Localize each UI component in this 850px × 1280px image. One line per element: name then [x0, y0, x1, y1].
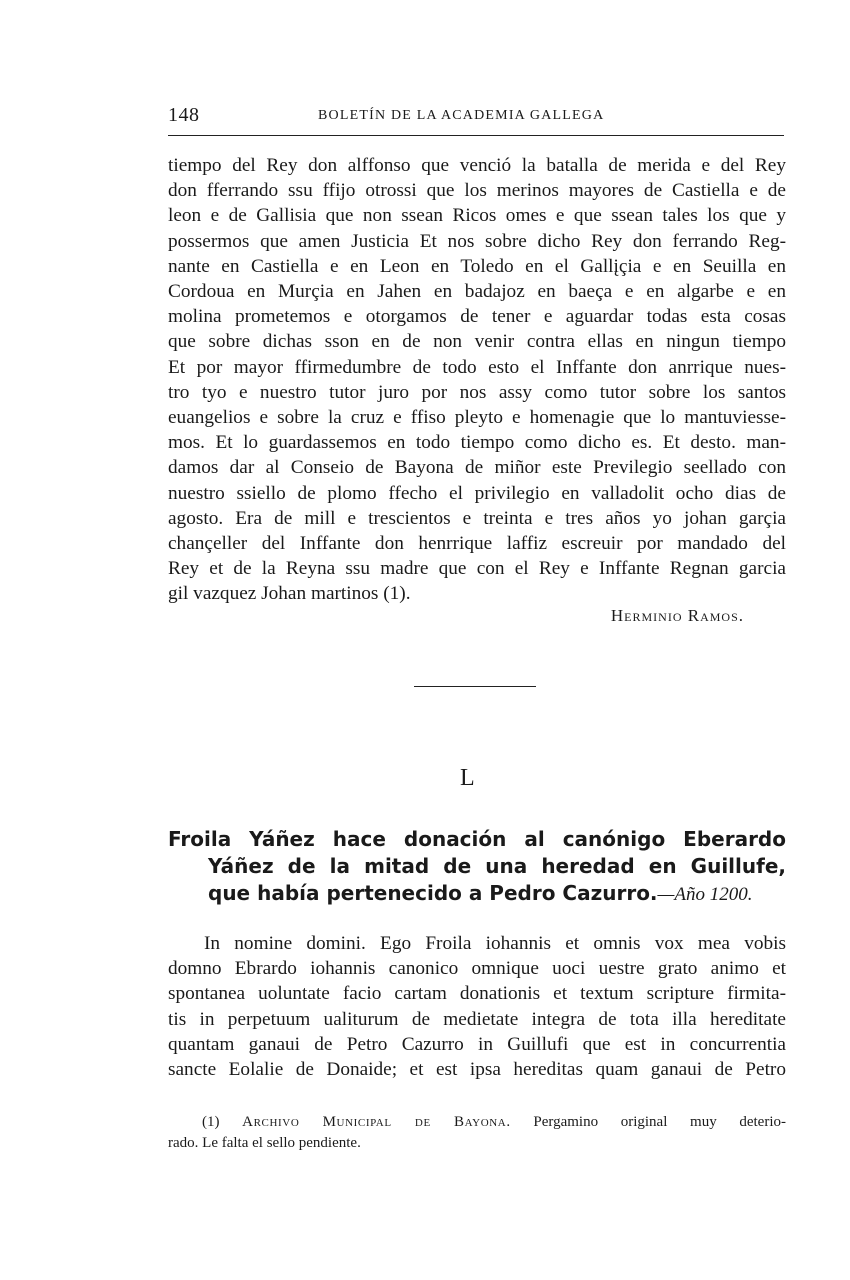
footnote-text: Pergamino original muy deterio-	[533, 1114, 786, 1130]
text-line: Et por mayor ffirmedumbre de todo esto el Inffante don anrrique nues-	[168, 356, 786, 378]
text-line: chançeller del Inffante don henrrique laffiz escreuir por mandado del	[168, 533, 786, 555]
document-1-text	[168, 153, 786, 607]
text-line: nante en Castiella e en Leon en Toledo en el Gallįçia e en Seuilla en	[168, 255, 786, 277]
title-year: —Año 1200.	[657, 884, 753, 905]
footnote-line	[168, 1112, 786, 1133]
section-separator	[414, 686, 536, 687]
text-line: mos. Et lo guardassemos en todo tiempo como dicho es. Et desto. man-	[168, 432, 786, 454]
text-line: leon e de Gallisia que non ssean Ricos omes e que ssean tales los que y	[168, 205, 786, 227]
text-line: tis in perpetuum ualiturum de medietate integra de tota illa hereditate	[168, 1008, 786, 1030]
page-header	[168, 104, 784, 130]
title-line-last	[168, 880, 786, 908]
text-line: euangelios e sobre la cruz e ffiso pleyto e homenagie que lo mantuviesse-	[168, 407, 786, 429]
text-line: spontanea uoluntate facio cartam donationis et textum scripture firmita-	[168, 983, 786, 1005]
footnote-line: rado. Le falta el sello pendiente.	[168, 1135, 361, 1151]
text-line: Cordoua en Murçia en Jahen en badajoz en baeça e en algarbe e en	[168, 281, 786, 303]
document-title	[168, 826, 786, 908]
title-line: Yáñez de la mitad de una heredad en Guillufe,	[208, 854, 786, 878]
text-line: sancte Eolalie de Donaide; et est ipsa hereditas quam ganaui de Petro	[168, 1059, 786, 1081]
document-number: L	[460, 765, 475, 791]
text-line: damos dar al Conseio de Bayona de miñor este Previlegio seellado con	[168, 457, 786, 479]
text-line: nuestro ssiello de plomo ffecho el privilegio en valladolit ocho dias de	[168, 482, 786, 504]
page-number: 148	[168, 104, 200, 126]
title-line-text: que había pertenecido a Pedro Cazurro.	[208, 881, 658, 905]
signature: Herminio Ramos.	[610, 606, 744, 625]
header-rule	[168, 135, 784, 136]
text-line: gil vazquez Johan martinos (1).	[168, 583, 411, 605]
text-line: quantam ganaui de Petro Cazurro in Guillufi que est in concurrentia	[168, 1033, 786, 1055]
footnote	[168, 1112, 786, 1154]
text-line: don fferrando ssu ffijo otrossi que los merinos mayores de Castiella e de	[168, 180, 786, 202]
title-line: Froila Yáñez hace donación al canónigo Eberardo	[168, 827, 786, 851]
footnote-marker: (1)	[202, 1114, 220, 1130]
text-line: agosto. Era de mill e trescientos e treinta e tres años yo johan garçia	[168, 507, 786, 529]
document-2-text	[168, 931, 786, 1082]
text-line: Rey et de la Reyna ssu madre que con el Rey e Inffante Regnan garcia	[168, 558, 786, 580]
text-line: possermos que amen Justicia Et nos sobre dicho Rey don ferrando Reg-	[168, 230, 786, 252]
text-line: domno Ebrardo iohannis canonico omnique uoci uestre grato animo et	[168, 958, 786, 980]
running-title: BOLETÍN DE LA ACADEMIA GALLEGA	[318, 108, 605, 123]
footnote-archive: Archivo Municipal de Bayona.	[242, 1114, 511, 1130]
text-line: que sobre dichas sson en de non venir contra ellas en ningun tiempo	[168, 331, 786, 353]
text-line: In nomine domini. Ego Froila iohannis et omnis vox mea vobis	[204, 933, 786, 954]
text-line: tro tyo e nuestro tutor juro por nos assy como tutor sobre los santos	[168, 381, 786, 403]
text-line: tiempo del Rey don alffonso que venció la batalla de merida e del Rey	[168, 155, 786, 176]
text-line: molina prometemos e otorgamos de tener e aguardar todas esta cosas	[168, 306, 786, 328]
